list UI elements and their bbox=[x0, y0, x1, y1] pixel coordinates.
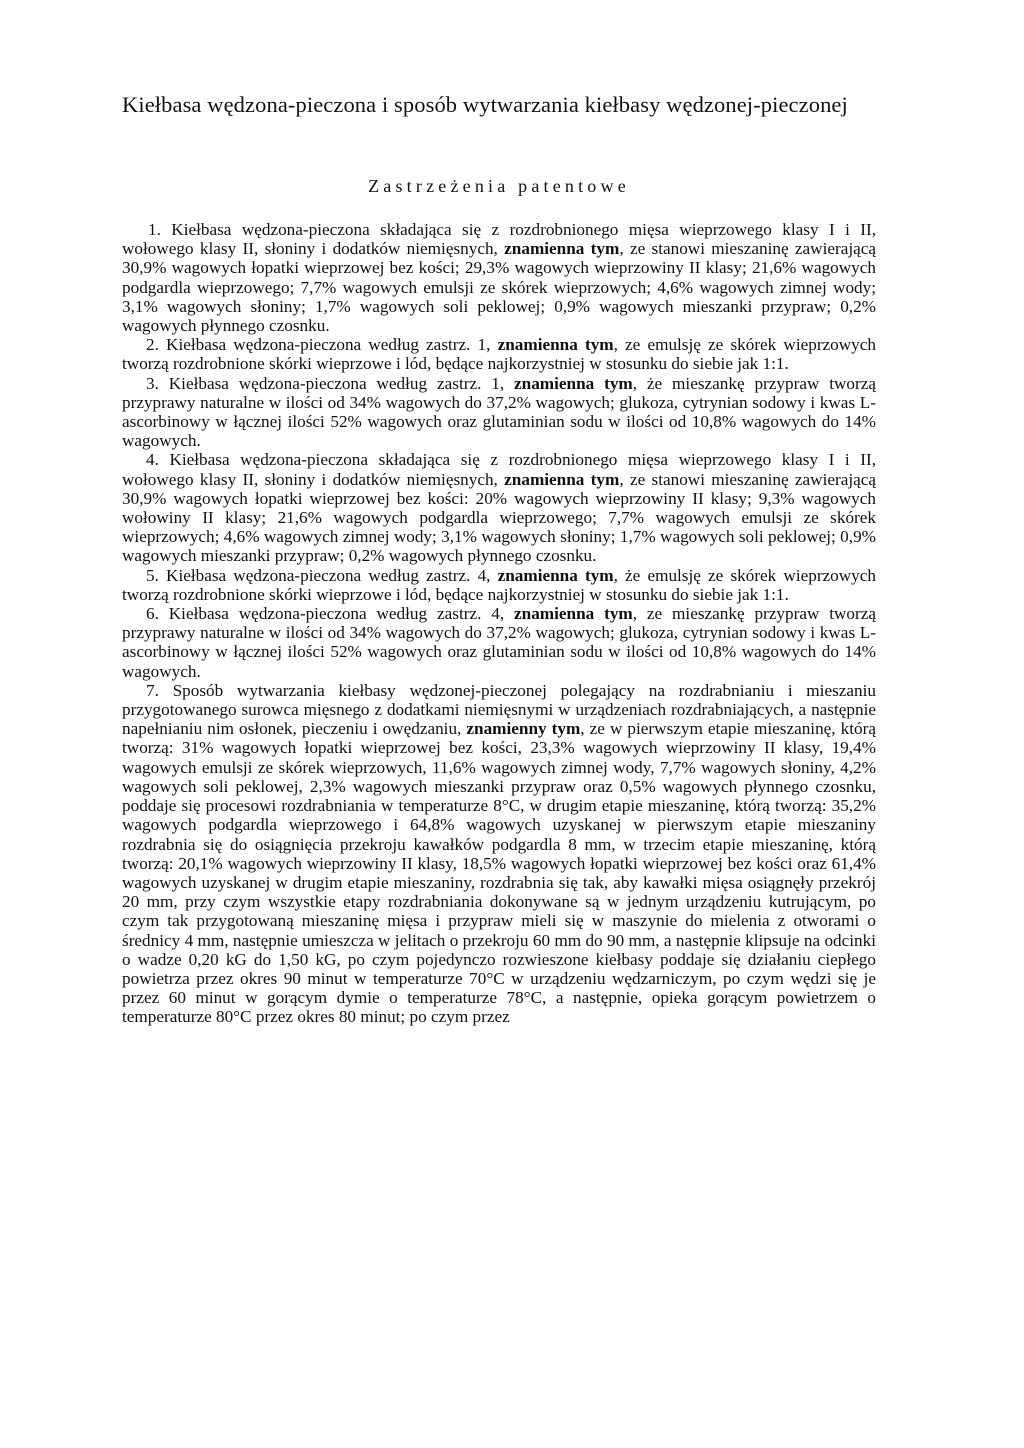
claim-5 bbox=[122, 566, 876, 604]
claim-1 bbox=[122, 220, 876, 335]
claim-text: 4. Kiełbasa wędzona-pieczona składająca się z rozdrobnionego mięsa wieprzowego klasy I i II, wołowego klasy II, słoniny i dodatków niemięsnych, bbox=[122, 450, 876, 489]
claim-text: , ze mieszankę przypraw tworzą przyprawy naturalne w ilości od 34% wagowych do 37,2% wagowych; glukoza, cytrynian sodowy i kwas L-ascorbinowy w łącznej ilości 52% wagowych oraz glutaminian sodu w ilości od 10,8% wagowych do 14% wagowych. bbox=[122, 604, 876, 681]
patent-claims bbox=[122, 220, 876, 1027]
claim-keyword: znamienna tym bbox=[504, 239, 620, 259]
claim-text: , ze w pierwszym etapie mieszaninę, którą tworzą: 31% wagowych łopatki wieprzowej bez kości, 23,3% wagowych wieprzowiny II klasy, 19,4% wagowych emulsji ze skórek wieprzowych, 11,6% wagowych zimnej wody, 7,7% wagowych słoniny, 4,2% wagowych soli peklowej, 2,3% wagowych mieszanki przypraw oraz 0,5% wagowych płynnego czosnku, poddaje się procesowi rozdrabniania w temperaturze 8°C, w drugim etapie mieszaninę, którą tworzą: 35,2% wagowych podgardla wieprzowego i 64,8% wagowych uzyskanej w pierwszym etapie mieszaniny rozdrabnia się do osiągnięcia przekroju kawałków podgardla 8 mm, w trzecim etapie mieszaninę, którą tworzą: 20,1% wagowych wieprzowiny II klasy, 18,5% wagowych łopatki wieprzowej bez kości oraz 61,4% wagowych uzyskanej w drugim etapie mieszaniny, rozdrabnia się tak, aby kawałki mięsa osiągnęły przekrój 20 mm, przy czym wszystkie etapy rozdrabniania dokonywane są w jednym urządzeniu kutrującym, po czym tak przygotowaną mieszaninę mięsa i przypraw mieli się w maszynie do mielenia z otworami o średnicy 4 mm, następnie umieszcza w jelitach o przekroju 60 mm do 90 mm, a następnie klipsuje na odcinki o wadze 0,20 kG do 1,50 kG, po czym pojedynczo rozwieszone kiełbasy poddaje się działaniu ciepłego powietrza przez okres 90 minut w temperaturze 70°C w urządzeniu wędzarniczym, po czym wędzi się je przez 60 minut w gorącym dymie o temperaturze 78°C, a następnie, opieka gorącym powietrzem o temperaturze 80°C przez okres 80 minut; po czym przez bbox=[122, 719, 876, 1027]
claim-keyword: znamienna tym bbox=[497, 335, 614, 355]
claim-text: 3. Kiełbasa wędzona-pieczona według zastrz. 1, bbox=[146, 373, 515, 393]
claim-text: 2. Kiełbasa wędzona-pieczona według zastrz. 1, bbox=[146, 335, 498, 355]
claim-text: , ze emulsję ze skórek wieprzowych tworzą rozdrobnione skórki wieprzowe i lód, będące najkorzystniej w stosunku do siebie jak 1:1. bbox=[122, 335, 876, 374]
claim-text: 6. Kiełbasa wędzona-pieczona według zastrz. 4, bbox=[146, 604, 515, 624]
claim-text: , ze stanowi mieszaninę zawierającą 30,9% wagowych łopatki wieprzowej bez kości: 20% wagowych wieprzowiny II klasy; 9,3% wagowych wołowiny II klasy; 21,6% wagowych podgardla wieprzowego; 7,7% wagowych emulsji ze skórek wieprzowych; 4,6% wagowych zimnej wody; 3,1% wagowych słoniny; 1,7% wagowych soli peklowej; 0,9% wagowych mieszanki przypraw; 0,2% wagowych płynnego czosnku. bbox=[122, 469, 876, 566]
claim-keyword: znamienna tym bbox=[497, 565, 614, 585]
document-title: Kiełbasa wędzona-pieczona i sposób wytwarzania kiełbasy wędzonej-pieczonej bbox=[122, 92, 848, 117]
claim-3 bbox=[122, 374, 876, 451]
section-heading: Zastrzeżenia patentowe bbox=[368, 176, 630, 196]
claim-text: 5. Kiełbasa wędzona-pieczona według zastrz. 4, bbox=[146, 565, 498, 585]
claim-6 bbox=[122, 604, 876, 681]
claim-text: 1. Kiełbasa wędzona-pieczona składająca się z rozdrobnionego mięsa wieprzowego klasy I i II, wołowego klasy II, słoniny i dodatków niemięsnych, bbox=[122, 220, 876, 259]
claim-2 bbox=[122, 335, 876, 373]
claim-keyword: znamienny tym bbox=[466, 719, 581, 739]
claim-keyword: znamienna tym bbox=[514, 604, 633, 624]
claim-text: , że emulsję ze skórek wieprzowych tworzą rozdrobnione skórki wieprzowe i lód, będące najkorzystniej w stosunku do siebie jak 1:1. bbox=[122, 565, 876, 604]
claim-keyword: znamienna tym bbox=[504, 469, 620, 489]
claim-keyword: znamienna tym bbox=[514, 373, 633, 393]
claim-4 bbox=[122, 450, 876, 565]
claim-text: 7. Sposób wytwarzania kiełbasy wędzonej-pieczonej polegający na rozdrabnianiu i mieszaniu przygotowanego surowca mięsnego z dodatkami niemięsnymi w urządzeniach rozdrabniających, a następnie napełnianiu nim osłonek, pieczeniu i owędzaniu, bbox=[122, 680, 876, 739]
claim-7 bbox=[122, 681, 876, 1027]
claim-text: , że mieszankę przypraw tworzą przyprawy naturalne w ilości od 34% wagowych do 37,2% wagowych; glukoza, cytrynian sodowy i kwas L-ascorbinowy w łącznej ilości 52% wagowych oraz glutaminian sodu w ilości od 10,8% wagowych do 14% wagowych. bbox=[122, 373, 876, 451]
claim-text: , ze stanowi mieszaninę zawierającą 30,9% wagowych łopatki wieprzowej bez kości; 29,3% wagowych wieprzowiny II klasy; 21,6% wagowych podgardla wieprzowego; 7,7% wagowych emulsji ze skórek wieprzowych; 4,6% wagowych zimnej wody; 3,1% wagowych słoniny; 1,7% wagowych soli peklowej; 0,9% wagowych mieszanki przypraw; 0,2% wagowych płynnego czosnku. bbox=[122, 239, 876, 336]
